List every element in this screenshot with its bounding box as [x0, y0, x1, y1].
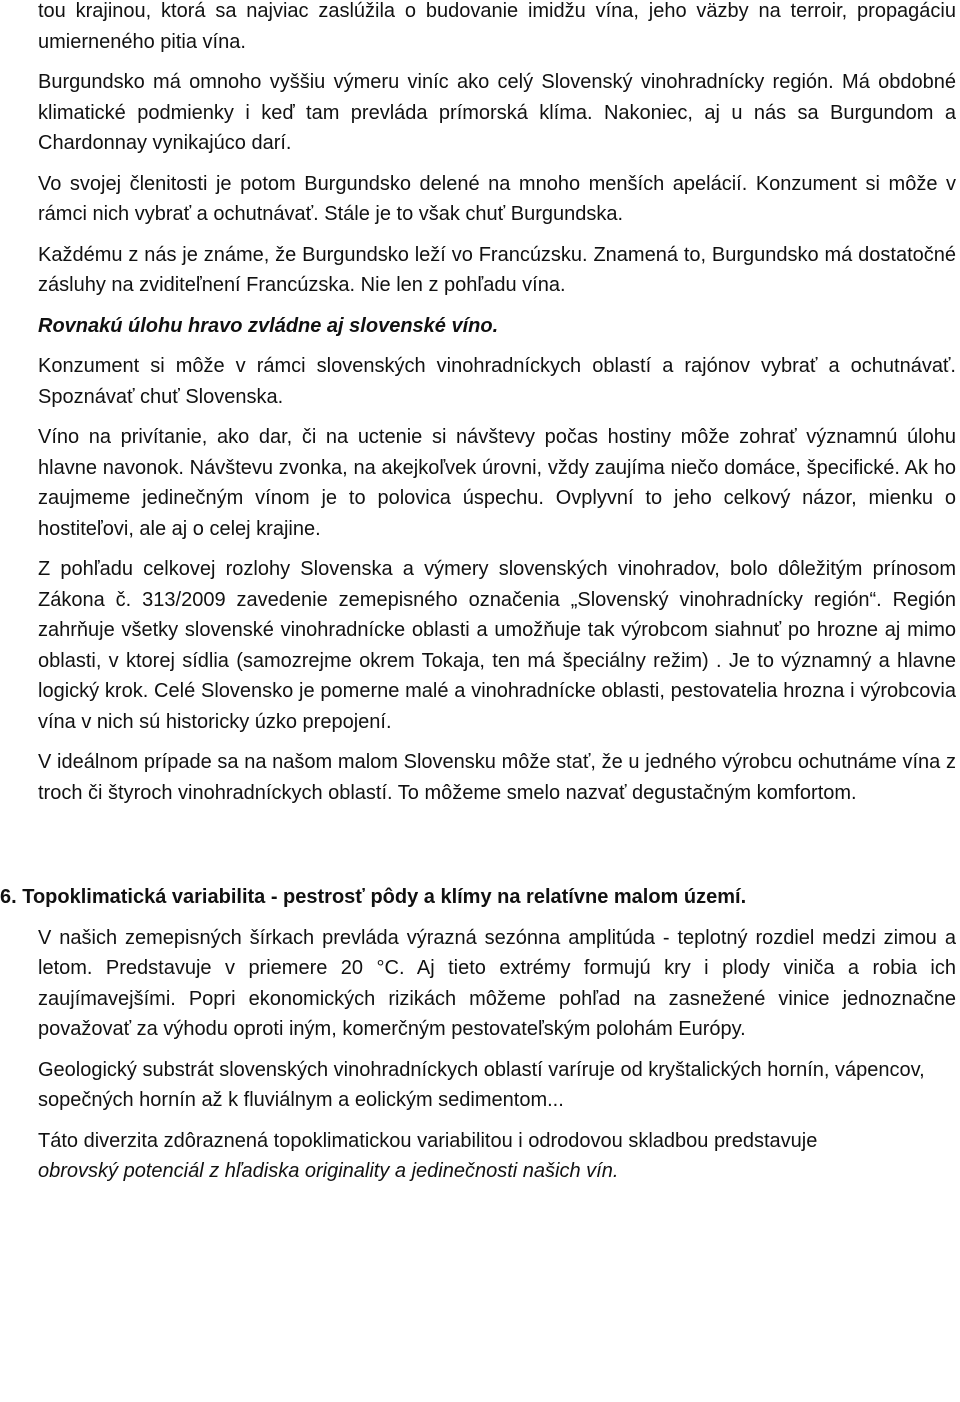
- paragraph-geologicky-substrat: Geologický substrát slovenských vinohradníckych oblastí varíruje od kryštalických hornín, vápencov, sopečných hornín až k fluviálnym a eolickým sedimentom...: [38, 1058, 925, 1111]
- spacer: [38, 544, 956, 554]
- spacer: [38, 1116, 956, 1126]
- paragraph-idealny-pripad: V ideálnom prípade sa na našom malom Slovensku môže stať, že u jedného výrobcu ochutnáme vína z troch či štyroch vinohradníckych oblastí. To môžeme smelo nazvať degustačným komfortom.: [38, 751, 956, 804]
- paragraph-francuzsko: Každému z nás je známe, že Burgundsko leží vo Francúzsku. Znamená to, Burgundsko má dostatočné zásluhy na zviditeľnení Francúzska. Nie len z pohľadu vína.: [38, 243, 956, 296]
- diverzita-line-2-italic: obrovský potenciál z hľadiska originality a jedinečnosti našich vín.: [38, 1160, 619, 1182]
- section-heading-topoklimaticka: 6. Topoklimatická variabilita - pestrosť pôdy a klímy na relatívne malom území.: [0, 886, 747, 908]
- spacer: [38, 913, 956, 923]
- spacer: [38, 808, 956, 882]
- paragraph-clenitost: Vo svojej členitosti je potom Burgundsko delené na mnoho menších apelácií. Konzument si môže v rámci nich vybrať a ochutnávať. Stále je to však chuť Burgundska.: [38, 172, 956, 225]
- diverzita-line-1: Táto diverzita zdôraznená topoklimatickou variabilitou i odrodovou skladbou predstavuje: [38, 1129, 818, 1152]
- spacer: [38, 737, 956, 747]
- paragraph-amplituda: V našich zemepisných šírkach prevláda výrazná sezónna amplitúda - teplotný rozdiel medzi zimou a letom. Predstavuje v priemere 20 °C. Aj tieto extrémy formujú kry i plody viniča a robia ich zaujímavejšími. Popri ekonomických rizikách môžeme pohľad na zasnežené vinice jednoznačne považovať za výhodu oproti iným, komerčným pestovateľským polohám Európy.: [38, 926, 956, 1040]
- spacer: [38, 159, 956, 169]
- paragraph-diverzita: [38, 1126, 956, 1187]
- spacer: [38, 412, 956, 422]
- spacer: [38, 1045, 956, 1055]
- paragraph-zakon: Z pohľadu celkovej rozlohy Slovenska a výmery slovenských vinohradov, bolo dôležitým prínosom Zákona č. 313/2009 zavedenie zemepisného označenia „Slovenský vinohradnícky región“. Región zahrňuje všetky slovenské vinohradnícke oblasti a umožňuje tak výrobcom siahnuť po hrozne aj mimo oblasti, v ktorej sídlia (samozrejme okrem Tokaja, ten má špeciálny režim) . Je to významný a hlavne logický krok. Celé Slovensko je pomerne malé a vinohradnícke oblasti, pestovatelia hrozna i výrobcovia vína v nich sú historicky úzko prepojení.: [38, 558, 956, 733]
- paragraph-privitanie: Víno na privítanie, ako dar, či na uctenie si návštevy počas hostiny môže zohrať významnú úlohu hlavne navonok. Návštevu zvonka, na akejkoľvek úrovni, vždy zaujíma niečo domáce, špecifické. Ak ho zaujmeme jedinečným vínom je to polovica úspechu. Ovplyvní to jeho celkový názor, mienku o hostiteľovi, ale aj o celej krajine.: [38, 426, 956, 540]
- paragraph-burgundsko-vymera: Burgundsko má omnoho vyššiu výmeru viníc ako celý Slovenský vinohradnícky región. Má obdobné klimatické podmienky i keď tam prevláda prímorská klíma. Nakoniec, aj u nás sa Burgundom a Chardonnay vynikajúco darí.: [38, 71, 956, 154]
- paragraph-imidz: tou krajinou, ktorá sa najviac zaslúžila o budovanie imidžu vína, jeho väzby na terroir, propagáciu umierneného pitia vína.: [38, 0, 956, 53]
- spacer: [38, 57, 956, 67]
- spacer: [38, 230, 956, 240]
- paragraph-konzument: Konzument si môže v rámci slovenských vinohradníckych oblastí a rajónov vybrať a ochutnávať. Spoznávať chuť Slovenska.: [38, 355, 956, 408]
- spacer: [38, 341, 956, 351]
- emphasis-slovenske-vino: Rovnakú úlohu hravo zvládne aj slovenské víno.: [38, 314, 499, 337]
- spacer: [38, 301, 956, 311]
